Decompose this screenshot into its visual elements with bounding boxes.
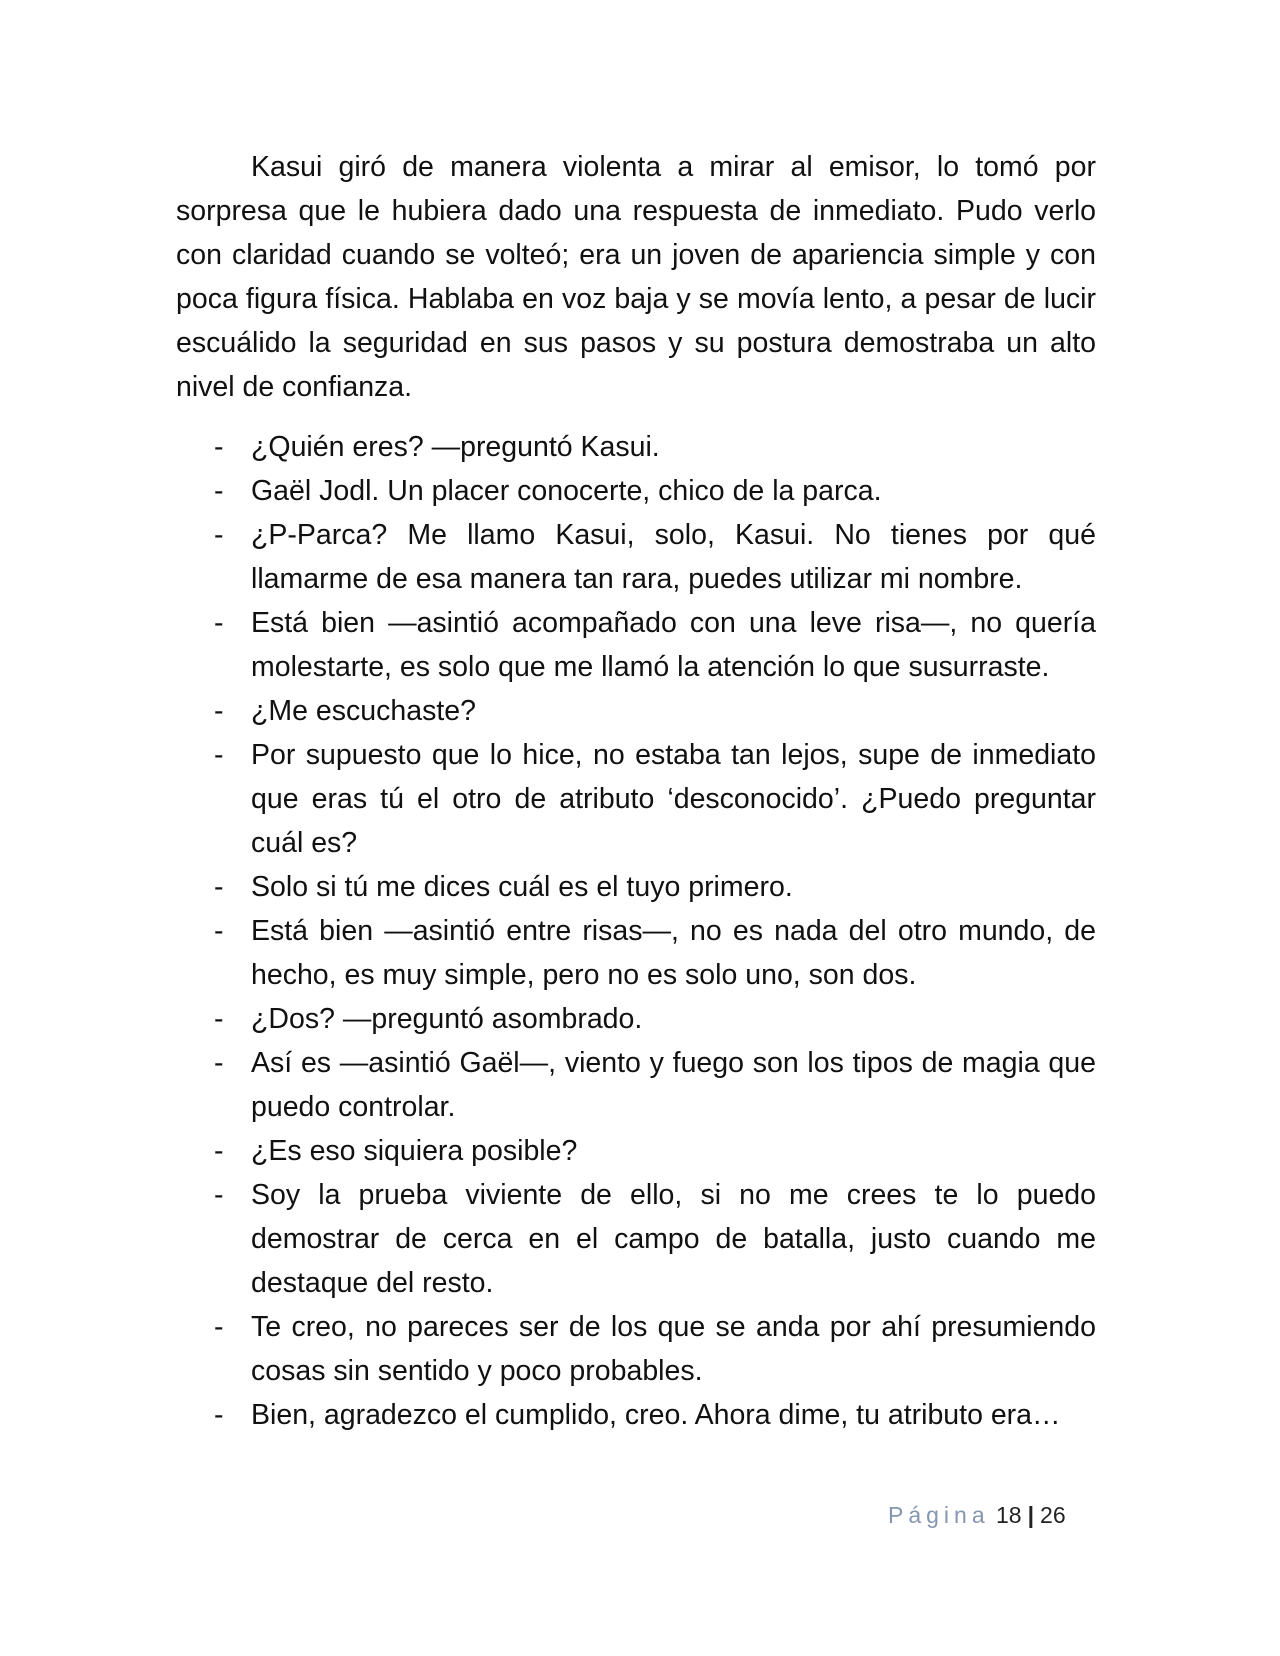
- dialogue-line: [176, 689, 1096, 733]
- page-number-total: 26: [1040, 1502, 1066, 1528]
- dialogue-line: [176, 469, 1096, 513]
- dialogue-line: [176, 1393, 1096, 1437]
- dialogue-line: [176, 1129, 1096, 1173]
- dialogue-dash: -: [214, 1003, 224, 1035]
- dialogue-line: [176, 1041, 1096, 1129]
- dialogue-list: [176, 425, 1096, 1437]
- dialogue-line: [176, 865, 1096, 909]
- dialogue-text: Está bien —asintió acompañado con una leve risa—, no quería molestarte, es solo que me llamó la atención lo que susurraste.: [251, 607, 1096, 683]
- dialogue-line: [176, 997, 1096, 1041]
- intro-paragraph: Kasui giró de manera violenta a mirar al emisor, lo tomó por sorpresa que le hubiera dado una respuesta de inmediato. Pudo verlo con claridad cuando se volteó; era un joven de apariencia simple y con poca figura física. Hablaba en voz baja y se movía lento, a pesar de lucir escuálido la seguridad en sus pasos y su postura demostraba un alto nivel de confianza.: [176, 151, 1096, 403]
- dialogue-line: [176, 1305, 1096, 1393]
- dialogue-text: ¿Dos? —preguntó asombrado.: [251, 1003, 643, 1035]
- page-footer: [888, 1500, 1066, 1530]
- dialogue-text: ¿Me escuchaste?: [251, 695, 476, 727]
- dialogue-dash: -: [214, 1047, 224, 1079]
- dialogue-text: ¿Es eso siquiera posible?: [251, 1135, 578, 1167]
- dialogue-text: Está bien —asintió entre risas—, no es nada del otro mundo, de hecho, es muy simple, pero no es solo uno, son dos.: [251, 915, 1096, 991]
- dialogue-line: [176, 1173, 1096, 1305]
- dialogue-line: [176, 513, 1096, 601]
- dialogue-dash: -: [214, 915, 224, 947]
- dialogue-line: [176, 909, 1096, 997]
- dialogue-dash: -: [214, 695, 224, 727]
- dialogue-text: Solo si tú me dices cuál es el tuyo primero.: [251, 871, 793, 903]
- dialogue-dash: -: [214, 1311, 224, 1343]
- dialogue-dash: -: [214, 519, 224, 551]
- dialogue-dash: -: [214, 871, 224, 903]
- dialogue-dash: -: [214, 1179, 224, 1211]
- dialogue-text: Así es —asintió Gaël—, viento y fuego son los tipos de magia que puedo controlar.: [251, 1047, 1096, 1123]
- dialogue-dash: -: [214, 431, 224, 463]
- page-body: [176, 145, 1096, 1437]
- dialogue-dash: -: [214, 1135, 224, 1167]
- page-separator: |: [1027, 1502, 1035, 1528]
- dialogue-line: [176, 601, 1096, 689]
- dialogue-line: [176, 425, 1096, 469]
- dialogue-text: Gaël Jodl. Un placer conocerte, chico de la parca.: [251, 475, 882, 507]
- dialogue-dash: -: [214, 475, 224, 507]
- page-label: Página: [888, 1502, 990, 1528]
- dialogue-text: Bien, agradezco el cumplido, creo. Ahora dime, tu atributo era…: [251, 1399, 1061, 1431]
- dialogue-text: ¿Quién eres? —preguntó Kasui.: [251, 431, 660, 463]
- dialogue-line: [176, 733, 1096, 865]
- dialogue-dash: -: [214, 607, 224, 639]
- dialogue-text: ¿P-Parca? Me llamo Kasui, solo, Kasui. No tienes por qué llamarme de esa manera tan rara, puedes utilizar mi nombre.: [251, 519, 1096, 595]
- page-number-current: 18: [996, 1502, 1022, 1528]
- dialogue-dash: -: [214, 1399, 224, 1431]
- dialogue-text: Soy la prueba viviente de ello, si no me crees te lo puedo demostrar de cerca en el campo de batalla, justo cuando me destaque del resto.: [251, 1179, 1096, 1299]
- dialogue-dash: -: [214, 739, 224, 771]
- dialogue-text: Te creo, no pareces ser de los que se anda por ahí presumiendo cosas sin sentido y poco probables.: [251, 1311, 1096, 1387]
- dialogue-text: Por supuesto que lo hice, no estaba tan lejos, supe de inmediato que eras tú el otro de atributo ‘desconocido’. ¿Puedo preguntar cuál es?: [251, 739, 1096, 859]
